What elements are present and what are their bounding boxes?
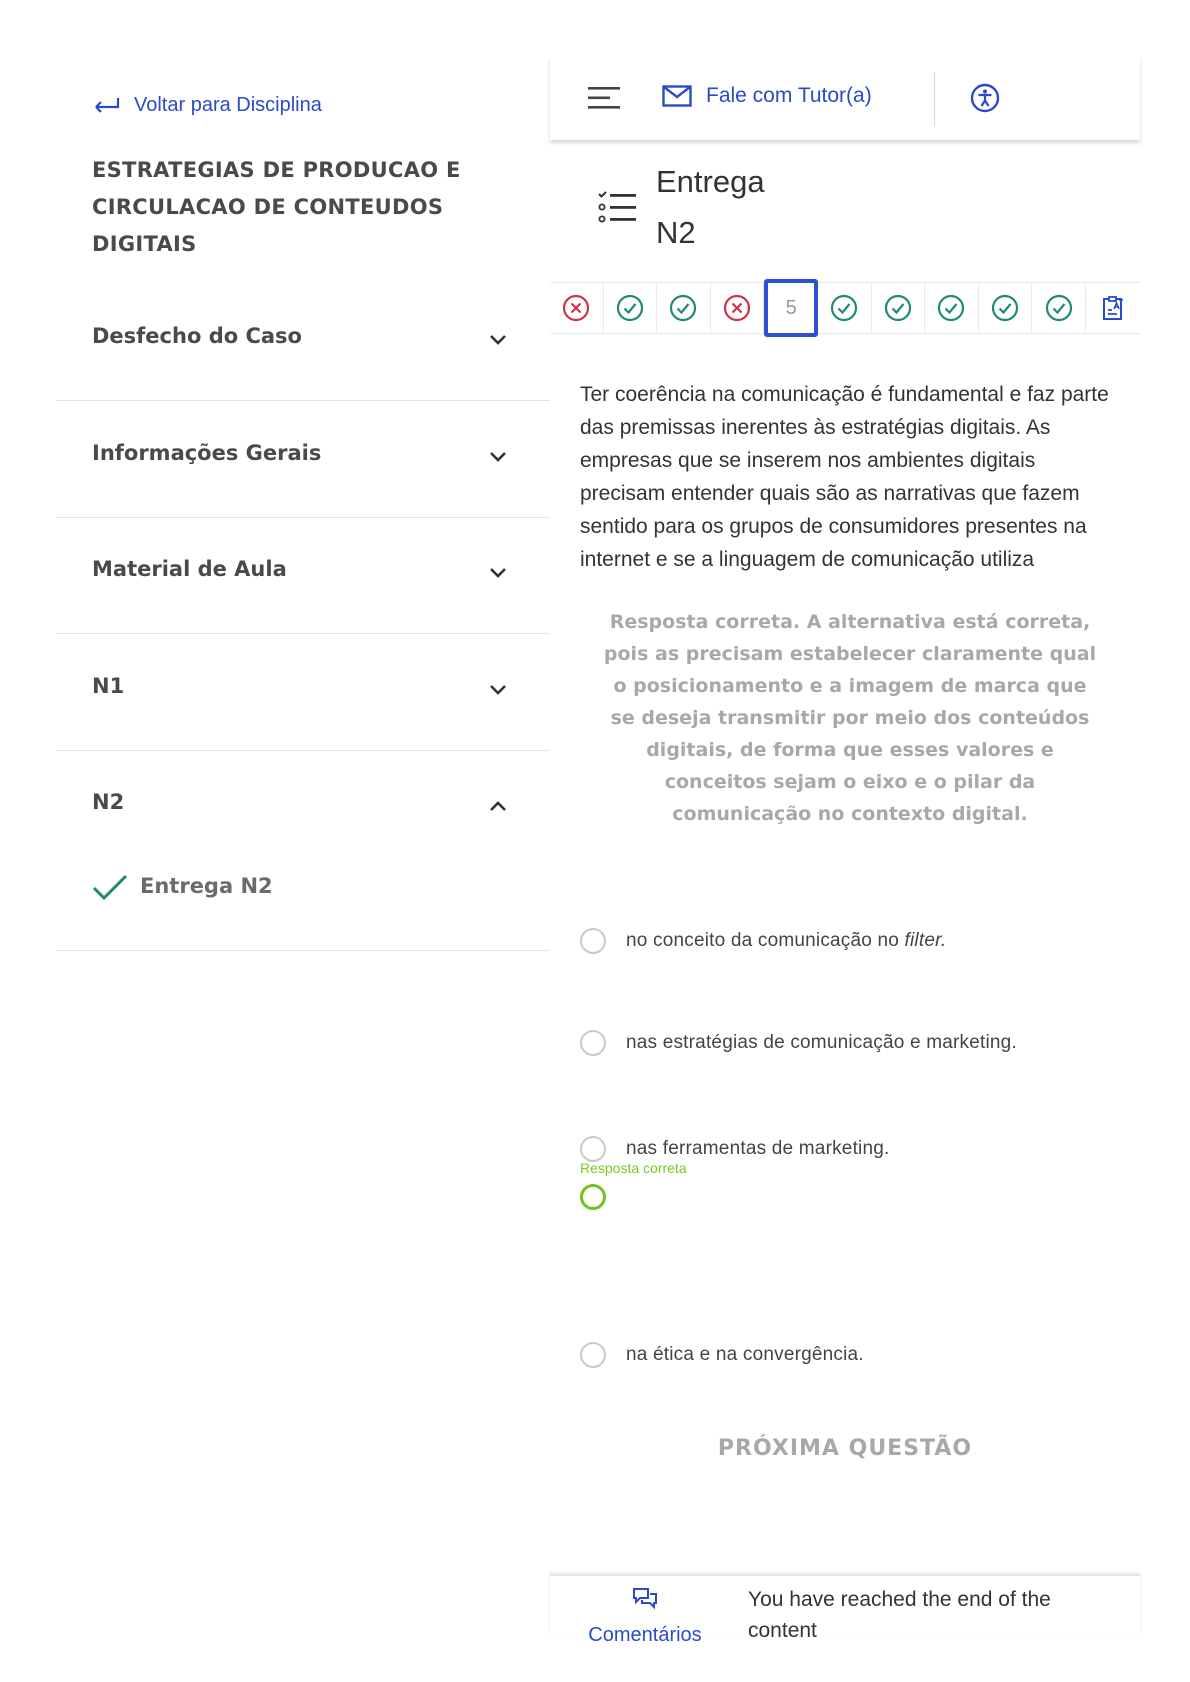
question-8-button[interactable] [925,283,979,333]
correct-answer-icon [991,294,1019,322]
contact-tutor-label: Fale com Tutor(a) [706,84,872,107]
checkmark-icon [92,872,128,902]
accessibility-icon[interactable] [970,83,1000,113]
question-text: Ter coerência na comunicação é fundamental e faz parte das premissas inerentes às estratégias digitais. As empresas que se inserem nos ambientes digitais precisam entender quais são as narrativas que fazem sentido para os grupos de consumidores presentes na internet e se a linguagem de comunicação utiliza [580,383,1109,571]
correct-answer-icon [1045,294,1073,322]
accordion-label: N1 [92,674,125,698]
question-9-button[interactable] [979,283,1033,333]
activity-title-line2: N2 [656,215,696,250]
bottom-bar [550,1574,1140,1646]
accordion-header[interactable] [56,634,550,750]
answer-option-a[interactable] [580,928,946,954]
contact-tutor-link[interactable] [662,84,872,108]
correct-answer-icon [616,294,644,322]
radio-button-correct[interactable] [580,1184,606,1210]
question-3-button[interactable] [657,283,711,333]
answer-option-e[interactable] [580,1342,864,1368]
accordion-header[interactable] [56,401,550,517]
option-text: nas estratégias de comunicação e marketing. [626,1032,1017,1053]
correct-answer-icon [669,294,697,322]
chevron-down-icon [486,328,510,352]
activity-panel [550,56,1140,1646]
radio-button[interactable] [580,928,606,954]
back-link-label: Voltar para Disciplina [134,94,322,116]
answer-option-d-correct[interactable] [580,1184,606,1210]
activity-title [598,156,856,258]
chevron-down-icon [486,445,510,469]
option-text: nas ferramentas de marketing. [626,1138,890,1159]
accordion-n1 [56,634,550,751]
accordion-n2 [56,750,550,951]
checklist-icon [598,190,638,226]
correct-answer-tag: Resposta correta [580,1160,687,1176]
accordion-label: Informações Gerais [92,441,322,465]
correct-answer-icon [884,294,912,322]
question-5-button-current[interactable] [764,279,818,337]
comments-button[interactable] [570,1586,720,1647]
accordion-header[interactable] [56,284,550,400]
back-to-course-link[interactable] [92,94,322,117]
comments-label: Comentários [588,1624,702,1646]
document-submit-icon [1099,294,1127,322]
course-title: ESTRATEGIAS DE PRODUCAO E CIRCULACAO DE CONTEUDOS DIGITAIS [92,158,461,256]
submit-assignment-button[interactable] [1086,283,1140,333]
accordion-material-de-aula [56,517,550,634]
answer-option-b[interactable] [580,1030,1017,1056]
correct-answer-icon [937,294,965,322]
activity-title-line1: Entrega [656,164,765,199]
chevron-up-icon [486,794,510,818]
chevron-down-icon [486,678,510,702]
question-10-button[interactable] [1032,283,1086,333]
next-question-button[interactable]: PRÓXIMA QUESTÃO [717,1436,973,1461]
question-1-button[interactable] [550,283,604,333]
accordion-header[interactable] [56,517,550,633]
radio-button[interactable] [580,1342,606,1368]
menu-icon[interactable] [588,86,620,110]
answer-feedback: Resposta correta. A alternativa está correta, pois as precisam estabelecer claramente qual o posicionamento e a imagem de marca que se deseja transmitir por meio dos conteúdos digitais, de forma que esses valores e conceitos sejam o eixo e o pilar da comunicação no contexto digital. [603,611,1097,825]
sidebar-item-label: Entrega N2 [140,874,273,898]
question-4-button[interactable] [711,283,765,333]
accordion-label: Desfecho do Caso [92,324,302,348]
option-text: na ética e na convergência. [626,1344,864,1365]
option-text: no conceito da comunicação no filter. [626,930,947,951]
correct-answer-icon [830,294,858,322]
end-of-content-text: You have reached the end of the content [748,1588,1051,1642]
chat-bubbles-icon [631,1586,659,1610]
toolbar-divider [934,72,935,126]
question-6-button[interactable] [818,283,872,333]
mail-icon [662,85,692,107]
question-2-button[interactable] [604,283,658,333]
current-question-number: 5 [785,296,797,319]
chevron-down-icon [486,561,510,585]
question-7-button[interactable] [872,283,926,333]
wrong-answer-icon [723,294,751,322]
accordion-label: N2 [92,790,125,814]
accordion-informacoes-gerais [56,401,550,518]
wrong-answer-icon [562,294,590,322]
radio-button[interactable] [580,1136,606,1162]
accordion-desfecho-do-caso [56,284,550,401]
sidebar-item-entrega-n2[interactable] [56,866,550,950]
accordion-header[interactable] [56,750,550,866]
question-navigator [550,282,1140,334]
top-toolbar [550,56,1140,140]
return-arrow-icon [92,95,122,117]
radio-button[interactable] [580,1030,606,1056]
sidebar [56,56,550,1636]
accordion-label: Material de Aula [92,557,287,581]
answer-option-c[interactable] [580,1136,889,1162]
